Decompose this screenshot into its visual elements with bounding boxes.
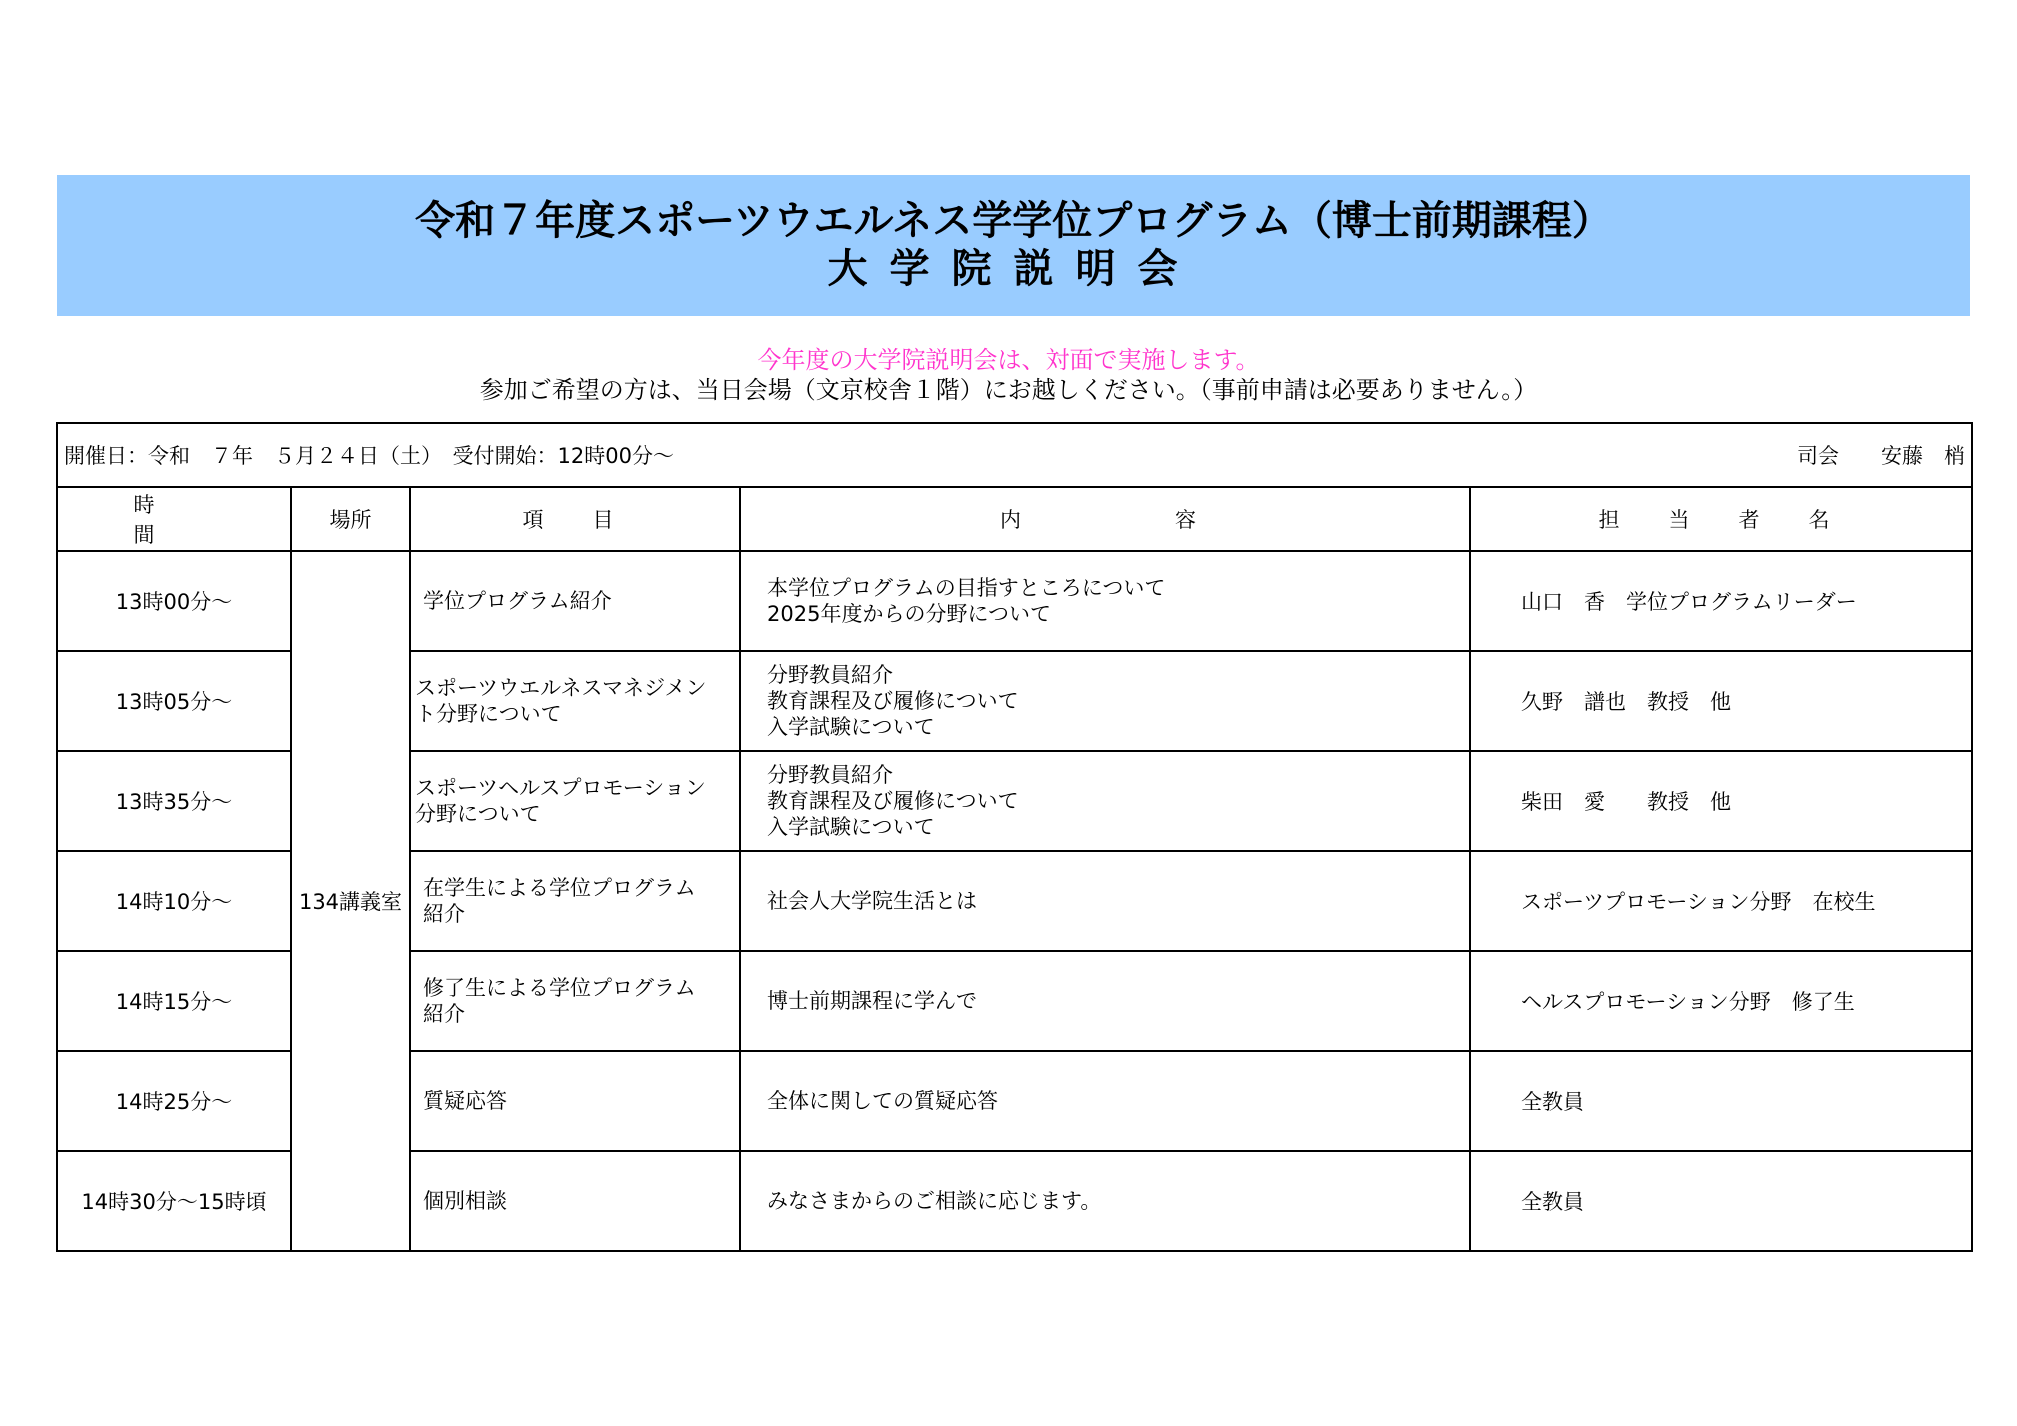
notice-text: 参加ご希望の方は、当日会場（文京校舎１階）にお越しください。（事前申請は必要ありません。） [479,376,1538,404]
row-item: 学位プログラム紹介 [410,551,740,651]
row-time: 14時15分～ [57,951,291,1051]
row-place: 134講義室 [291,551,410,1251]
row-item: 質疑応答 [410,1051,740,1151]
row-content: 分野教員紹介 教育課程及び履修について 入学試験について [740,751,1470,851]
row-time: 14時30分～15時頃 [57,1151,291,1251]
row-content: 全体に関しての質疑応答 [740,1051,1470,1151]
event-date-info: 開催日：令和 ７年 ５月２４日（土） 受付開始：12時00分～ [64,444,674,468]
row-person: 全教員 [1470,1151,1972,1251]
event-info-row [57,423,1972,487]
title-banner [57,175,1970,316]
row-content: 博士前期課程に学んで [740,951,1470,1051]
row-person: 久野 譜也 教授 他 [1470,651,1972,751]
row-content: 本学位プログラムの目指すところについて 2025年度からの分野について [740,551,1470,651]
table-header-row [57,487,1972,551]
page-title: 令和７年度スポーツウエルネス学学位プログラム（博士前期課程） [415,198,1612,244]
row-content: 分野教員紹介 教育課程及び履修について 入学試験について [740,651,1470,751]
row-person: 全教員 [1470,1051,1972,1151]
page-subtitle: 大学院説明会 [827,246,1200,292]
row-time: 14時10分～ [57,851,291,951]
notice-highlight: 今年度の大学院説明会は、対面で実施します。 [757,346,1260,374]
table-row [57,551,1972,651]
row-time: 13時05分～ [57,651,291,751]
row-item: スポーツウエルネスマネジメン ト分野について [410,651,740,751]
row-person: スポーツプロモーション分野 在校生 [1470,851,1972,951]
row-person: 山口 香 学位プログラムリーダー [1470,551,1972,651]
row-person: ヘルスプロモーション分野 修了生 [1470,951,1972,1051]
col-header-content: 内 容 [740,487,1470,551]
row-content: 社会人大学院生活とは [740,851,1470,951]
row-item: スポーツヘルスプロモーション 分野について [410,751,740,851]
schedule-table [56,422,1973,1252]
row-time: 14時25分～ [57,1051,291,1151]
col-header-person: 担 当 者 名 [1470,487,1972,551]
col-header-time: 時 間 [57,487,291,551]
row-time: 13時00分～ [57,551,291,651]
row-item: 個別相談 [410,1151,740,1251]
row-item: 修了生による学位プログラム 紹介 [410,951,740,1051]
col-header-place: 場所 [291,487,410,551]
col-header-item: 項 目 [410,487,740,551]
row-item: 在学生による学位プログラム 紹介 [410,851,740,951]
row-time: 13時35分～ [57,751,291,851]
row-content: みなさまからのご相談に応じます。 [740,1151,1470,1251]
event-host: 司会 安藤 梢 [1797,444,1965,468]
row-person: 柴田 愛 教授 他 [1470,751,1972,851]
